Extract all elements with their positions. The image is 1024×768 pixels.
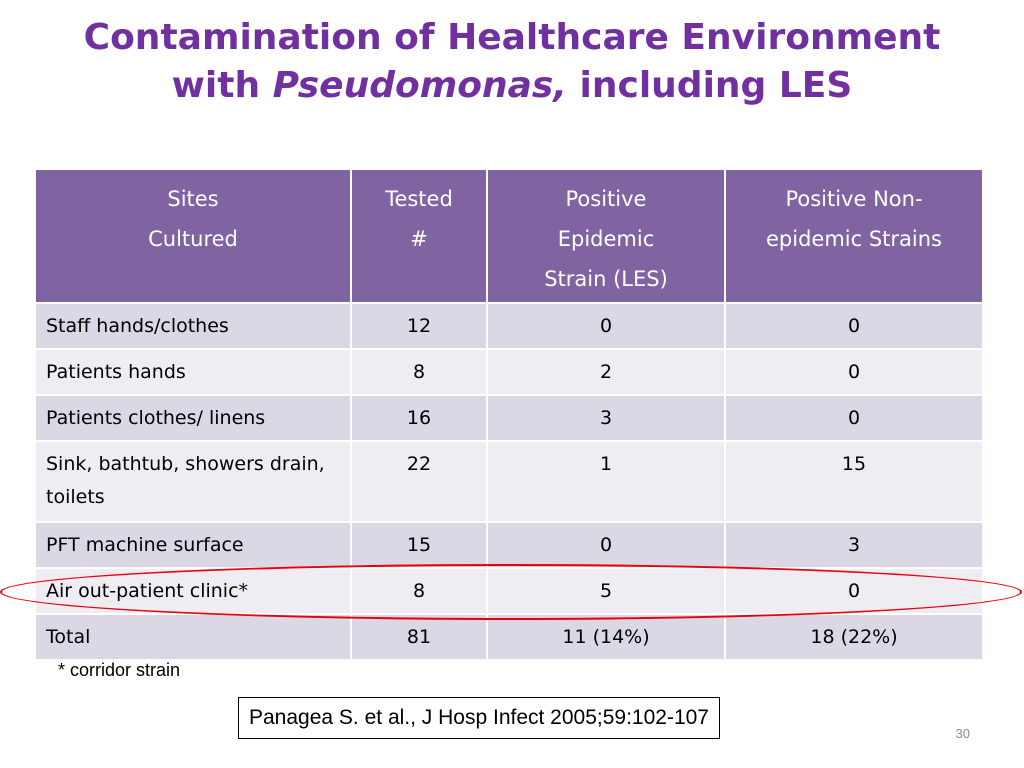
cell-positive-les: 2 xyxy=(487,349,725,395)
title-line-1: Contamination of Healthcare Environment xyxy=(83,17,941,58)
cell-tested: 8 xyxy=(351,349,487,395)
cell-site: Air out-patient clinic* xyxy=(35,568,351,614)
table-header-row xyxy=(35,169,983,303)
header-line: Strain (LES) xyxy=(544,267,668,291)
cell-positive-les: 5 xyxy=(487,568,725,614)
title-line-2 xyxy=(0,62,1024,110)
cell-positive-non-epidemic: 0 xyxy=(725,349,983,395)
header-sites-cultured xyxy=(35,169,351,303)
header-line: epidemic Strains xyxy=(766,227,942,251)
cell-tested: 15 xyxy=(351,522,487,568)
citation-box: Panagea S. et al., J Hosp Infect 2005;59:102-107 xyxy=(238,697,720,739)
contamination-table xyxy=(34,168,984,661)
table-row xyxy=(35,395,983,441)
cell-tested: 16 xyxy=(351,395,487,441)
page-number: 30 xyxy=(955,726,970,741)
cell-positive-non-epidemic: 0 xyxy=(725,303,983,349)
cell-tested: 8 xyxy=(351,568,487,614)
header-positive-epidemic-strain xyxy=(487,169,725,303)
header-positive-non-epidemic-strains xyxy=(725,169,983,303)
title-line-2-suffix: including LES xyxy=(567,65,853,106)
table-row xyxy=(35,522,983,568)
cell-positive-les: 0 xyxy=(487,303,725,349)
cell-positive-non-epidemic: 0 xyxy=(725,568,983,614)
title-organism-name: Pseudomonas, xyxy=(272,65,567,106)
title-line-2-prefix: with xyxy=(171,65,273,106)
header-line: Cultured xyxy=(148,227,238,251)
cell-tested: 81 xyxy=(351,614,487,660)
table-row-highlighted xyxy=(35,568,983,614)
cell-tested: 22 xyxy=(351,441,487,522)
cell-positive-les: 11 (14%) xyxy=(487,614,725,660)
cell-site: Sink, bathtub, showers drain, toilets xyxy=(35,441,351,522)
table-row-total xyxy=(35,614,983,660)
slide-title xyxy=(0,14,1024,110)
cell-site: Patients clothes/ linens xyxy=(35,395,351,441)
cell-positive-les: 0 xyxy=(487,522,725,568)
header-line: # xyxy=(410,227,428,251)
cell-site: Patients hands xyxy=(35,349,351,395)
cell-site: PFT machine surface xyxy=(35,522,351,568)
header-line: Positive Non- xyxy=(785,187,923,211)
header-line: Sites xyxy=(167,187,219,211)
cell-tested: 12 xyxy=(351,303,487,349)
table-row xyxy=(35,303,983,349)
header-line: Epidemic xyxy=(557,227,655,251)
cell-positive-non-epidemic: 18 (22%) xyxy=(725,614,983,660)
table-row xyxy=(35,349,983,395)
cell-positive-les: 1 xyxy=(487,441,725,522)
header-line: Tested xyxy=(385,187,453,211)
cell-site: Staff hands/clothes xyxy=(35,303,351,349)
header-tested xyxy=(351,169,487,303)
cell-positive-les: 3 xyxy=(487,395,725,441)
footnote: * corridor strain xyxy=(58,660,181,680)
cell-positive-non-epidemic: 3 xyxy=(725,522,983,568)
cell-positive-non-epidemic: 15 xyxy=(725,441,983,522)
table-row xyxy=(35,441,983,522)
cell-site: Total xyxy=(35,614,351,660)
header-line: Positive xyxy=(565,187,647,211)
cell-positive-non-epidemic: 0 xyxy=(725,395,983,441)
